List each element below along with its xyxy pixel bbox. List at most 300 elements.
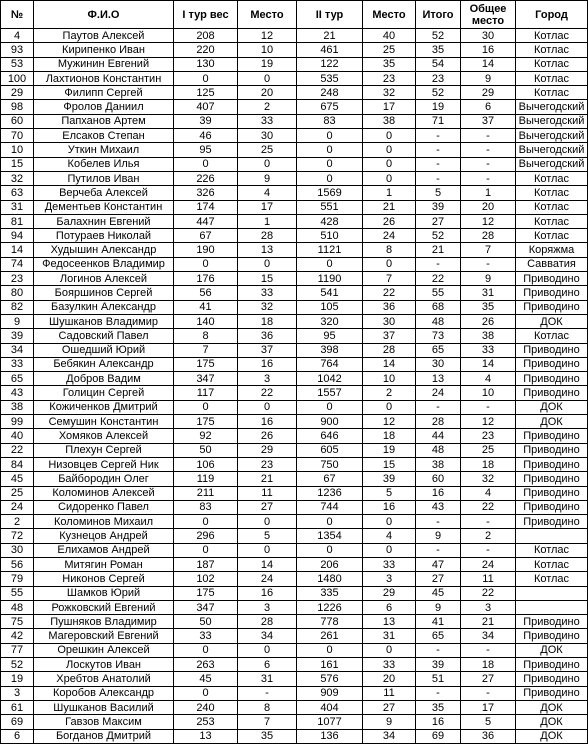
cell-overall-place: 30 [461, 29, 516, 43]
cell-round1-weight: 117 [174, 386, 238, 400]
cell-number: 72 [1, 529, 34, 543]
cell-number: 9 [1, 314, 34, 328]
cell-total: - [416, 643, 461, 657]
cell-name: Добров Вадим [34, 372, 174, 386]
cell-city [516, 586, 588, 600]
cell-total: 71 [416, 114, 461, 128]
cell-round1-weight: 119 [174, 472, 238, 486]
cell-round1-weight: 220 [174, 43, 238, 57]
cell-number: 99 [1, 415, 34, 429]
table-row [1, 672, 588, 686]
cell-total: 73 [416, 329, 461, 343]
cell-round1-place: 36 [238, 329, 297, 343]
cell-round1-place: 28 [238, 615, 297, 629]
cell-overall-place: 14 [461, 357, 516, 371]
cell-overall-place: 18 [461, 658, 516, 672]
cell-round2-place: 26 [363, 214, 416, 228]
cell-city: Савватия [516, 257, 588, 271]
cell-city: Вычегодский [516, 100, 588, 114]
cell-round1-weight: 95 [174, 143, 238, 157]
cell-overall-place: - [461, 257, 516, 271]
cell-round1-weight: 13 [174, 729, 238, 743]
table-row [1, 29, 588, 43]
cell-round1-weight: 176 [174, 272, 238, 286]
cell-city: Приводино [516, 443, 588, 457]
cell-total: 54 [416, 57, 461, 71]
table-row [1, 715, 588, 729]
cell-city: Котлас [516, 329, 588, 343]
table-row [1, 686, 588, 700]
cell-total: 39 [416, 200, 461, 214]
cell-round2-place: 17 [363, 100, 416, 114]
cell-name: Путилов Иван [34, 171, 174, 185]
table-row [1, 372, 588, 386]
cell-overall-place: 25 [461, 443, 516, 457]
cell-overall-place: 26 [461, 314, 516, 328]
cell-city: Приводино [516, 615, 588, 629]
cell-name: Кожиченков Дмитрий [34, 400, 174, 414]
cell-round2: 675 [297, 100, 363, 114]
cell-round1-weight: 106 [174, 457, 238, 471]
cell-number: 23 [1, 272, 34, 286]
cell-city: Котлас [516, 57, 588, 71]
cell-overall-place: 37 [461, 114, 516, 128]
cell-round1-place: 28 [238, 229, 297, 243]
cell-total: 35 [416, 700, 461, 714]
cell-city: Котлас [516, 214, 588, 228]
cell-name: Байбородин Олег [34, 472, 174, 486]
cell-round2: 83 [297, 114, 363, 128]
cell-round2: 900 [297, 415, 363, 429]
cell-round1-place: 35 [238, 729, 297, 743]
header-row [1, 1, 588, 29]
cell-total: 38 [416, 457, 461, 471]
cell-overall-place: 16 [461, 43, 516, 57]
cell-city: Котлас [516, 29, 588, 43]
cell-round2-place: 0 [363, 129, 416, 143]
cell-number: 63 [1, 186, 34, 200]
cell-name: Бебякин Александр [34, 357, 174, 371]
cell-name: Коломинов Алексей [34, 486, 174, 500]
cell-city: Приводино [516, 372, 588, 386]
cell-round1-place: 17 [238, 200, 297, 214]
cell-round1-place: 20 [238, 86, 297, 100]
cell-number: 6 [1, 729, 34, 743]
cell-round2-place: 13 [363, 615, 416, 629]
cell-city: Приводино [516, 686, 588, 700]
cell-round1-place: 34 [238, 629, 297, 643]
cell-city: Котлас [516, 43, 588, 57]
cell-total: 65 [416, 343, 461, 357]
cell-round1-place: 8 [238, 700, 297, 714]
cell-overall-place: 21 [461, 615, 516, 629]
cell-name: Елихамов Андрей [34, 543, 174, 557]
cell-number: 79 [1, 572, 34, 586]
cell-round2-place: 19 [363, 443, 416, 457]
cell-round1-place: 31 [238, 672, 297, 686]
cell-round1-place: 1 [238, 214, 297, 228]
cell-round2: 67 [297, 472, 363, 486]
cell-overall-place: 10 [461, 386, 516, 400]
cell-name: Ошедший Юрий [34, 343, 174, 357]
cell-total: - [416, 686, 461, 700]
cell-round1-weight: 41 [174, 300, 238, 314]
cell-round2: 605 [297, 443, 363, 457]
cell-overall-place: 17 [461, 700, 516, 714]
cell-total: 47 [416, 557, 461, 571]
cell-round2: 750 [297, 457, 363, 471]
cell-round1-weight: 174 [174, 200, 238, 214]
cell-overall-place: - [461, 686, 516, 700]
cell-round2-place: 7 [363, 272, 416, 286]
table-row [1, 515, 588, 529]
cell-round1-weight: 67 [174, 229, 238, 243]
cell-overall-place: 9 [461, 71, 516, 85]
cell-round2: 136 [297, 729, 363, 743]
table-row [1, 386, 588, 400]
cell-number: 48 [1, 600, 34, 614]
table-row [1, 643, 588, 657]
cell-number: 80 [1, 286, 34, 300]
cell-city: Котлас [516, 557, 588, 571]
cell-round1-weight: 102 [174, 572, 238, 586]
cell-round2-place: 0 [363, 143, 416, 157]
cell-round2-place: 23 [363, 71, 416, 85]
cell-name: Фролов Даниил [34, 100, 174, 114]
cell-number: 30 [1, 543, 34, 557]
cell-city: Приводино [516, 286, 588, 300]
cell-total: 65 [416, 629, 461, 643]
cell-round2: 0 [297, 171, 363, 185]
cell-round2-place: 28 [363, 343, 416, 357]
cell-round2: 105 [297, 300, 363, 314]
cell-round1-weight: 140 [174, 314, 238, 328]
cell-round1-place: 0 [238, 71, 297, 85]
cell-round2: 0 [297, 643, 363, 657]
cell-number: 25 [1, 486, 34, 500]
table-row [1, 500, 588, 514]
cell-overall-place: 22 [461, 586, 516, 600]
cell-round1-weight: 407 [174, 100, 238, 114]
cell-round1-place: 7 [238, 715, 297, 729]
table-row [1, 257, 588, 271]
cell-round2-place: 24 [363, 229, 416, 243]
cell-overall-place: 12 [461, 214, 516, 228]
cell-number: 15 [1, 157, 34, 171]
cell-city: Приводино [516, 500, 588, 514]
cell-name: Никонов Сергей [34, 572, 174, 586]
cell-name: Митягин Роман [34, 557, 174, 571]
cell-total: 23 [416, 71, 461, 85]
cell-round2: 1236 [297, 486, 363, 500]
cell-round1-weight: 0 [174, 400, 238, 414]
cell-name: Филипп Сергей [34, 86, 174, 100]
cell-round2-place: 12 [363, 415, 416, 429]
cell-round2-place: 18 [363, 429, 416, 443]
cell-city: Приводино [516, 486, 588, 500]
cell-total: - [416, 400, 461, 414]
cell-round2: 335 [297, 586, 363, 600]
cell-name: Садовский Павел [34, 329, 174, 343]
cell-round2: 646 [297, 429, 363, 443]
table-row [1, 57, 588, 71]
cell-name: Папханов Артем [34, 114, 174, 128]
cell-round2-place: 0 [363, 171, 416, 185]
cell-total: 51 [416, 672, 461, 686]
cell-number: 70 [1, 129, 34, 143]
cell-name: Кузнецов Андрей [34, 529, 174, 543]
header-number: № [1, 1, 34, 29]
cell-city: Вычегодский [516, 157, 588, 171]
table-row [1, 171, 588, 185]
cell-total: 13 [416, 372, 461, 386]
cell-round1-place: 0 [238, 543, 297, 557]
cell-city: ДОК [516, 415, 588, 429]
cell-name: Базулкин Александр [34, 300, 174, 314]
cell-round2-place: 30 [363, 314, 416, 328]
table-row [1, 157, 588, 171]
cell-name: Елсаков Степан [34, 129, 174, 143]
cell-number: 3 [1, 686, 34, 700]
cell-overall-place: - [461, 171, 516, 185]
cell-round1-weight: 0 [174, 686, 238, 700]
cell-round1-weight: 50 [174, 615, 238, 629]
cell-round2-place: 37 [363, 329, 416, 343]
cell-overall-place: 1 [461, 186, 516, 200]
cell-round2: 461 [297, 43, 363, 57]
cell-total: 48 [416, 443, 461, 457]
cell-round1-weight: 0 [174, 543, 238, 557]
cell-overall-place: 32 [461, 472, 516, 486]
table-row [1, 529, 588, 543]
table-row [1, 486, 588, 500]
cell-round2-place: 39 [363, 472, 416, 486]
cell-total: 5 [416, 186, 461, 200]
cell-round1-place: 5 [238, 529, 297, 543]
cell-city: Приводино [516, 386, 588, 400]
cell-round2-place: 0 [363, 157, 416, 171]
cell-city: ДОК [516, 400, 588, 414]
cell-round1-weight: 240 [174, 700, 238, 714]
cell-overall-place: 7 [461, 243, 516, 257]
cell-round2-place: 15 [363, 457, 416, 471]
cell-round2: 0 [297, 257, 363, 271]
cell-total: - [416, 143, 461, 157]
cell-number: 65 [1, 372, 34, 386]
cell-round2: 1190 [297, 272, 363, 286]
table-row [1, 415, 588, 429]
cell-name: Гавзов Максим [34, 715, 174, 729]
cell-city: Котлас [516, 572, 588, 586]
cell-total: - [416, 543, 461, 557]
header-round1-place: Место [238, 1, 297, 29]
cell-total: 9 [416, 600, 461, 614]
cell-overall-place: 22 [461, 500, 516, 514]
cell-number: 75 [1, 615, 34, 629]
cell-round2-place: 8 [363, 243, 416, 257]
cell-overall-place: - [461, 143, 516, 157]
cell-round2: 535 [297, 71, 363, 85]
cell-round2-place: 33 [363, 557, 416, 571]
cell-round1-place: 16 [238, 586, 297, 600]
table-row [1, 129, 588, 143]
cell-name: Рожковский Евгений [34, 600, 174, 614]
cell-number: 34 [1, 343, 34, 357]
table-row [1, 186, 588, 200]
cell-overall-place: 31 [461, 286, 516, 300]
cell-city: Приводино [516, 357, 588, 371]
cell-name: Низовцев Сергей Ник [34, 457, 174, 471]
cell-round2-place: 33 [363, 658, 416, 672]
cell-round2-place: 0 [363, 257, 416, 271]
cell-round2-place: 11 [363, 686, 416, 700]
cell-round1-weight: 0 [174, 257, 238, 271]
cell-number: 100 [1, 71, 34, 85]
cell-number: 77 [1, 643, 34, 657]
cell-overall-place: 27 [461, 672, 516, 686]
cell-round1-weight: 39 [174, 114, 238, 128]
cell-total: 16 [416, 486, 461, 500]
cell-round2: 551 [297, 200, 363, 214]
cell-round1-place: 18 [238, 314, 297, 328]
cell-overall-place: 18 [461, 457, 516, 471]
cell-round2: 1042 [297, 372, 363, 386]
cell-overall-place: 2 [461, 529, 516, 543]
cell-name: Кобелев Илья [34, 157, 174, 171]
cell-overall-place: - [461, 643, 516, 657]
cell-round1-place: 27 [238, 500, 297, 514]
cell-round2: 1121 [297, 243, 363, 257]
cell-name: Плехун Сергей [34, 443, 174, 457]
cell-name: Верчеба Алексей [34, 186, 174, 200]
cell-total: 24 [416, 386, 461, 400]
header-city: Город [516, 1, 588, 29]
header-total: Итого [416, 1, 461, 29]
cell-overall-place: 23 [461, 429, 516, 443]
cell-total: 52 [416, 86, 461, 100]
cell-name: Мужинин Евгений [34, 57, 174, 71]
cell-round1-place: 9 [238, 171, 297, 185]
cell-number: 38 [1, 400, 34, 414]
cell-round2-place: 40 [363, 29, 416, 43]
cell-overall-place: 6 [461, 100, 516, 114]
cell-round2-place: 20 [363, 672, 416, 686]
cell-name: Магеровский Евгений [34, 629, 174, 643]
cell-round1-place: 0 [238, 400, 297, 414]
table-row [1, 286, 588, 300]
cell-round1-place: 15 [238, 272, 297, 286]
cell-round1-place: 0 [238, 515, 297, 529]
cell-number: 45 [1, 472, 34, 486]
table-row [1, 443, 588, 457]
cell-round2: 764 [297, 357, 363, 371]
cell-total: 9 [416, 529, 461, 543]
table-row [1, 572, 588, 586]
cell-round1-weight: 7 [174, 343, 238, 357]
cell-number: 81 [1, 214, 34, 228]
cell-round1-weight: 56 [174, 286, 238, 300]
table-row [1, 343, 588, 357]
table-body [1, 29, 588, 744]
cell-round1-place: 33 [238, 114, 297, 128]
cell-round2: 0 [297, 515, 363, 529]
cell-overall-place: 38 [461, 329, 516, 343]
cell-total: 27 [416, 572, 461, 586]
header-round2-place: Место [363, 1, 416, 29]
cell-total: - [416, 515, 461, 529]
cell-city: Вычегодский [516, 143, 588, 157]
cell-number: 31 [1, 200, 34, 214]
cell-number: 29 [1, 86, 34, 100]
table-row [1, 100, 588, 114]
table-row [1, 700, 588, 714]
cell-city: ДОК [516, 729, 588, 743]
cell-round1-weight: 83 [174, 500, 238, 514]
cell-name: Коломинов Михаил [34, 515, 174, 529]
cell-round1-weight: 0 [174, 643, 238, 657]
cell-round2: 1557 [297, 386, 363, 400]
cell-overall-place: - [461, 515, 516, 529]
cell-round1-weight: 253 [174, 715, 238, 729]
cell-round1-weight: 211 [174, 486, 238, 500]
cell-round2-place: 0 [363, 400, 416, 414]
table-row [1, 472, 588, 486]
table-row [1, 71, 588, 85]
cell-overall-place: 4 [461, 372, 516, 386]
cell-round2-place: 6 [363, 600, 416, 614]
cell-round1-weight: 226 [174, 171, 238, 185]
cell-city [516, 529, 588, 543]
cell-round2-place: 31 [363, 629, 416, 643]
cell-total: 69 [416, 729, 461, 743]
header-round2: II тур [297, 1, 363, 29]
cell-round2-place: 1 [363, 186, 416, 200]
cell-number: 82 [1, 300, 34, 314]
cell-number: 74 [1, 257, 34, 271]
cell-round1-weight: 187 [174, 557, 238, 571]
table-row [1, 200, 588, 214]
cell-name: Пушняков Владимир [34, 615, 174, 629]
cell-round2: 161 [297, 658, 363, 672]
cell-name: Хомяков Алексей [34, 429, 174, 443]
cell-round1-weight: 347 [174, 600, 238, 614]
cell-round2: 909 [297, 686, 363, 700]
cell-round1-place: 4 [238, 186, 297, 200]
cell-round1-place: 19 [238, 57, 297, 71]
cell-round1-place: 16 [238, 415, 297, 429]
cell-round2-place: 14 [363, 357, 416, 371]
cell-round2: 21 [297, 29, 363, 43]
cell-overall-place: - [461, 129, 516, 143]
table-header [1, 1, 588, 29]
cell-overall-place: - [461, 543, 516, 557]
cell-round2-place: 3 [363, 572, 416, 586]
table-row [1, 629, 588, 643]
cell-total: 60 [416, 472, 461, 486]
cell-round1-place: 3 [238, 372, 297, 386]
cell-total: 19 [416, 100, 461, 114]
cell-number: 98 [1, 100, 34, 114]
cell-round1-place: 0 [238, 643, 297, 657]
cell-city: Вычегодский [516, 114, 588, 128]
cell-round1-place: 33 [238, 286, 297, 300]
cell-number: 19 [1, 672, 34, 686]
cell-total: 68 [416, 300, 461, 314]
cell-round1-place: - [238, 686, 297, 700]
cell-total: 16 [416, 715, 461, 729]
cell-name: Кирипенко Иван [34, 43, 174, 57]
cell-round2: 206 [297, 557, 363, 571]
